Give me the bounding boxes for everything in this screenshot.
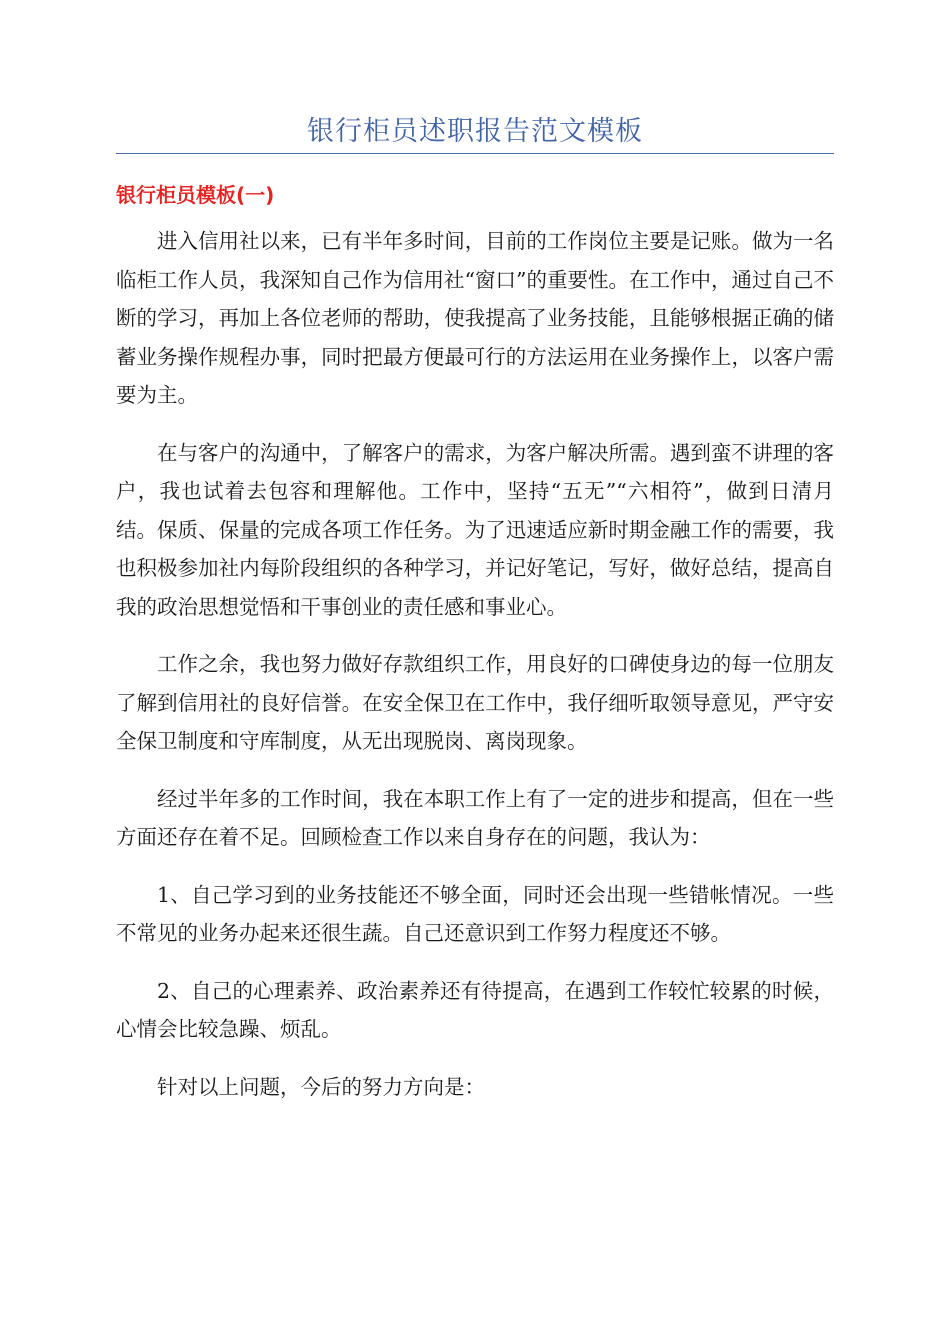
paragraph-5: 1、自己学习到的业务技能还不够全面，同时还会出现一些错帐情况。一些不常见的业务办起来还很生蔬。自己还意识到工作努力程度还不够。: [116, 882, 834, 945]
paragraph-6: 2、自己的心理素养、政治素养还有待提高，在遇到工作较忙较累的时候，心情会比较急躁、烦乱。: [116, 978, 834, 1041]
paragraph-7: 针对以上问题，今后的努力方向是：: [157, 1074, 485, 1099]
paragraph-3: 工作之余，我也努力做好存款组织工作，用良好的口碑使身边的每一位朋友了解到信用社的良好信誉。在安全保卫在工作中，我仔细听取领导意见，严守安全保卫制度和守库制度，从无出现脱岗、离岗现象。: [116, 652, 834, 753]
section-heading: 银行柜员模板(一): [116, 183, 275, 207]
paragraph-2: 在与客户的沟通中，了解客户的需求，为客户解决所需。遇到蛮不讲理的客户，我也试着去包容和理解他。工作中，坚持“五无”“六相符”，做到日清月结。保质、保量的完成各项工作任务。为了迅速适应新时期金融工作的需要，我也积极参加社内每阶段组织的各种学习，并记好笔记，写好，做好总结，提高自我的政治思想觉悟和干事创业的责任感和事业心。: [116, 440, 834, 619]
paragraph-1: 进入信用社以来，已有半年多时间，目前的工作岗位主要是记账。做为一名临柜工作人员，我深知自己作为信用社“窗口”的重要性。在工作中，通过自己不断的学习，再加上各位老师的帮助，使我提高了业务技能，且能够根据正确的储蓄业务操作规程办事，同时把最方便最可行的方法运用在业务操作上，以客户需要为主。: [116, 229, 834, 407]
paragraph-4: 经过半年多的工作时间，我在本职工作上有了一定的进步和提高，但在一些方面还存在着不足。回顾检查工作以来自身存在的问题，我认为：: [116, 786, 834, 849]
document-title: 银行柜员述职报告范文模板: [307, 116, 643, 147]
document-body: [116, 222, 834, 1125]
title-underline: [116, 153, 834, 154]
